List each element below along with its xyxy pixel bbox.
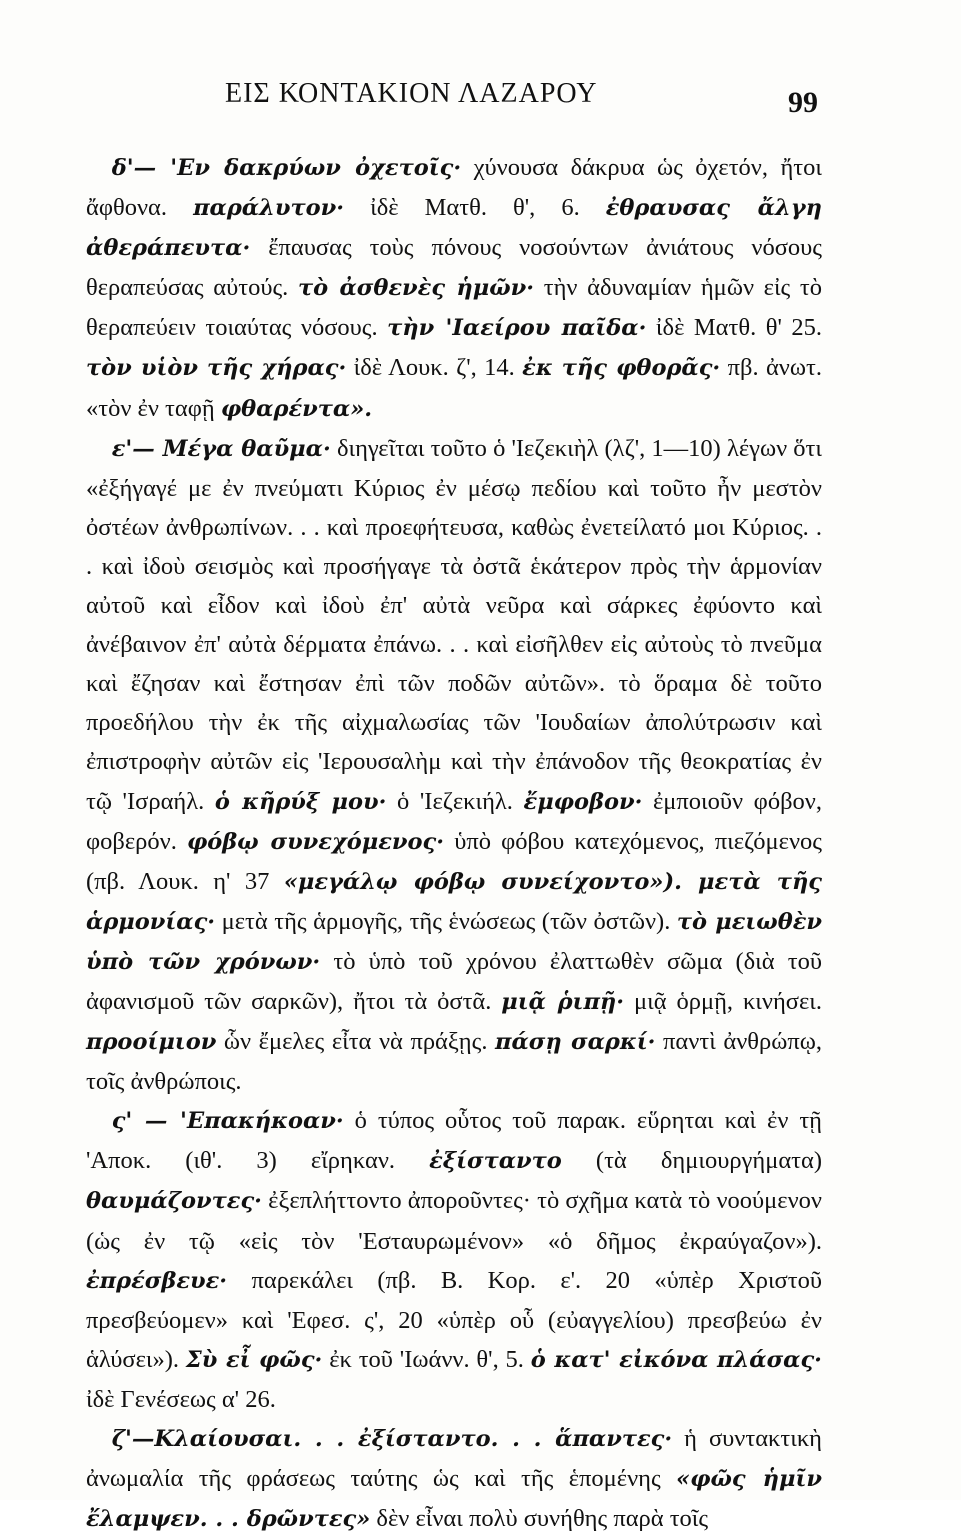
lemma-text: τὸ ἀσθενὲς ἡμῶν· [297, 275, 535, 302]
lemma-text: πάσῃ σαρκί· [495, 1029, 656, 1056]
lemma-text: δ'— 'Εν δακρύων ὀχετοῖς· [111, 155, 462, 181]
lemma-text: ς' — 'Επακήκοαν· [111, 1108, 344, 1135]
lemma-text: ἐξίσταντο [429, 1148, 562, 1175]
commentary-span: (τὰ δημιουργήματα) [561, 1147, 823, 1175]
lemma-text: τὸν υἱὸν τῆς χήρας· [86, 355, 347, 382]
commentary-span: ἐξεπλήττοντο ἀποροῦντες· τὸ σχῆμα κατὰ τὸ νοούμενον (ὡς ἐν τῷ «εἰς τὸν 'Εσταυρωμένον» «ὁ δῆμος ἐκραύγαζον»). [86, 1187, 822, 1255]
commentary-span: μιᾷ ὁρμῇ, κινήσει. [624, 987, 823, 1015]
lemma-text: ἔμφοβον· [523, 788, 643, 815]
commentary-span: ὁ 'Ιεζεκιήλ. [386, 787, 524, 815]
commentary-span: μετὰ τῆς ἁρμογῆς, τῆς ἑνώσεως (τῶν ὀστῶν). [215, 907, 677, 935]
commentary-span: ἐκ τοῦ 'Ιωάνν. θ', 5. [322, 1345, 531, 1373]
paragraph-zeta [86, 1419, 822, 1539]
lemma-text: ζ'—Κλαίουσαι. . . ἐξίσταντο. . . ἅπαντες· [111, 1426, 673, 1452]
lemma-text: θαυμάζοντες· [86, 1188, 263, 1215]
lemma-text: τὴν 'Ιαείρου παῖδα· [387, 315, 647, 342]
commentary-span: ὑπὸ φόβου κατεχόμενος, πιεζόμενος (πβ. Λουκ. η' 37 [86, 827, 822, 895]
lemma-text: τὸ μειωθὲν ὑπὸ τῶν χρόνων· [86, 908, 822, 975]
lemma-text: «φῶς ἡμῖν ἔλαμψεν. . . δρῶντες» [86, 1466, 822, 1533]
commentary-span: ὧν ἔμελες εἶτα νὰ πράξῃς. [216, 1028, 496, 1056]
commentary-span: πβ. ἀνωτ. «τὸν ἐν ταφῇ [86, 354, 822, 422]
commentary-span: τὸ ὑπὸ τοῦ χρόνου ἐλαττωθὲν σῶμα (διὰ τοῦ ἀφανισμοῦ τῶν σαρκῶν), ἤτοι τὰ ὀστᾶ. [86, 947, 822, 1015]
commentary-span: παντὶ ἀνθρώπῳ, τοῖς ἀνθρώποις. [86, 1028, 822, 1096]
lemma-text: «μεγάλῳ φόβῳ συνείχοντο»). μετὰ τῆς ἁρμονίας· [86, 868, 822, 935]
commentary-text [86, 148, 822, 1539]
lemma-text: προοίμιον [86, 1029, 217, 1056]
commentary-span: ἐμποιοῦν φόβον, φοβερόν. [86, 787, 822, 855]
lemma-text: ἐπρέσβευε· [86, 1267, 228, 1294]
commentary-span: τὴν ἀδυναμίαν ἡμῶν εἰς τὸ θεραπεύειν τοιαύτας νόσους. [86, 274, 823, 342]
commentary-span: δὲν εἶναι πολὺ συνήθης παρὰ τοῖς [370, 1505, 709, 1533]
lemma-text: μιᾷ ῥιπῇ· [501, 988, 625, 1015]
commentary-span: παρεκάλει (πβ. Β. Κορ. ε'. 20 «ὑπὲρ Χριστοῦ πρεσβεύομεν» καὶ 'Εφεσ. ς', 20 «ὑπὲρ οὗ (εὐαγγελίου) πρεσβεύω ἐν ἁλύσει»). [86, 1266, 822, 1373]
lemma-text: ἐκ τῆς φθορᾶς· [522, 355, 721, 382]
lemma-text: φθαρέντα». [220, 395, 373, 422]
commentary-span: ὁ τύπος οὗτος τοῦ παρακ. εὕρηται καὶ ἐν τῇ 'Αποκ. (ιθ'. 3) εἴρηκαν. [86, 1107, 822, 1175]
lemma-text: ὁ κῆρύξ μου· [214, 788, 387, 815]
commentary-span: διηγεῖται τοῦτο ὁ 'Ιεζεκιὴλ (λζ', 1—10) λέγων ὅτι «ἐξήγαγέ με ἐν πνεύματι Κύριος ἐν μέσῳ πεδίου καὶ τοῦτο ἦν μεστὸν ὀστέων ἀνθρωπίνων. . . καὶ προεφήτευσα, καθὼς ἐνετείλατό μοι Κύριος. . . καὶ ἰδοὺ σεισμὸς καὶ προσήγαγε τὰ ὀστᾶ ἑκάτερον πρὸς τὴν ἁρμονίαν αὐτοῦ καὶ εἶδον καὶ ἰδοὺ ἐπ' αὐτὰ νεῦρα καὶ σάρκες ἐφύοντο καὶ ἀνέβαινον ἐπ' αὐτὰ δέρματα ἐπάνω. . . καὶ εἰσῆλθεν εἰς αὐτοὺς τὸ πνεῦμα καὶ ἔζησαν καὶ ἔστησαν ἐπὶ τῶν ποδῶν αὐτῶν». τὸ ὅραμα δὲ τοῦτο προεδήλου τὴν ἐκ τῆς αἰχμαλωσίας τῶν 'Ιουδαίων ἀπολύτρωσιν καὶ ἐπιστροφὴν αὐτῶν εἰς 'Ιερουσαλὴμ καὶ τὴν ἐπάνοδον τῆς θεοκρατίας ἐν τῷ 'Ισραήλ. [86, 434, 822, 815]
commentary-span: ἔπαυσας τοὺς πόνους νοσούντων ἀνιάτους νόσους θεραπεύσας αὐτούς. [86, 234, 822, 302]
lemma-text: φόβῳ συνεχόμενος· [186, 828, 445, 855]
running-title: ΕΙΣ ΚΟΝΤΑΚΙΟΝ ΛΑΖΑΡΟΥ [225, 78, 598, 109]
commentary-span: ἰδὲ Γενέσεως α' 26. [86, 1385, 276, 1413]
page-header [0, 78, 961, 122]
commentary-span: ἡ συντακτικὴ ἀνωμαλία τῆς φράσεως ταύτης ὡς καὶ τῆς ἑπομένης [86, 1425, 822, 1493]
page-number: 99 [788, 86, 818, 119]
commentary-span: χύνουσα δάκρυα ὡς ὀχετόν, ἤτοι ἄφθονα. [86, 154, 822, 222]
lemma-text: ἐθραυσας ἄλγη ἀθεράπευτα· [86, 195, 822, 262]
lemma-text: παράλυτον· [193, 195, 345, 222]
lemma-text: Σὺ εἶ φῶς· [185, 1346, 323, 1373]
paragraph-stigma [86, 1101, 822, 1419]
paragraph-delta [86, 148, 822, 429]
commentary-span: ἰδὲ Ματθ. θ', 6. [344, 194, 606, 222]
commentary-span: ἰδὲ Ματθ. θ' 25. [646, 314, 822, 342]
lemma-text: ὁ κατ' εἰκόνα πλάσας· [530, 1346, 823, 1373]
commentary-span: ἰδὲ Λουκ. ζ', 14. [346, 354, 523, 382]
paragraph-epsilon [86, 429, 822, 1102]
lemma-text: ε'— Μέγα θαῦμα· [111, 435, 331, 462]
